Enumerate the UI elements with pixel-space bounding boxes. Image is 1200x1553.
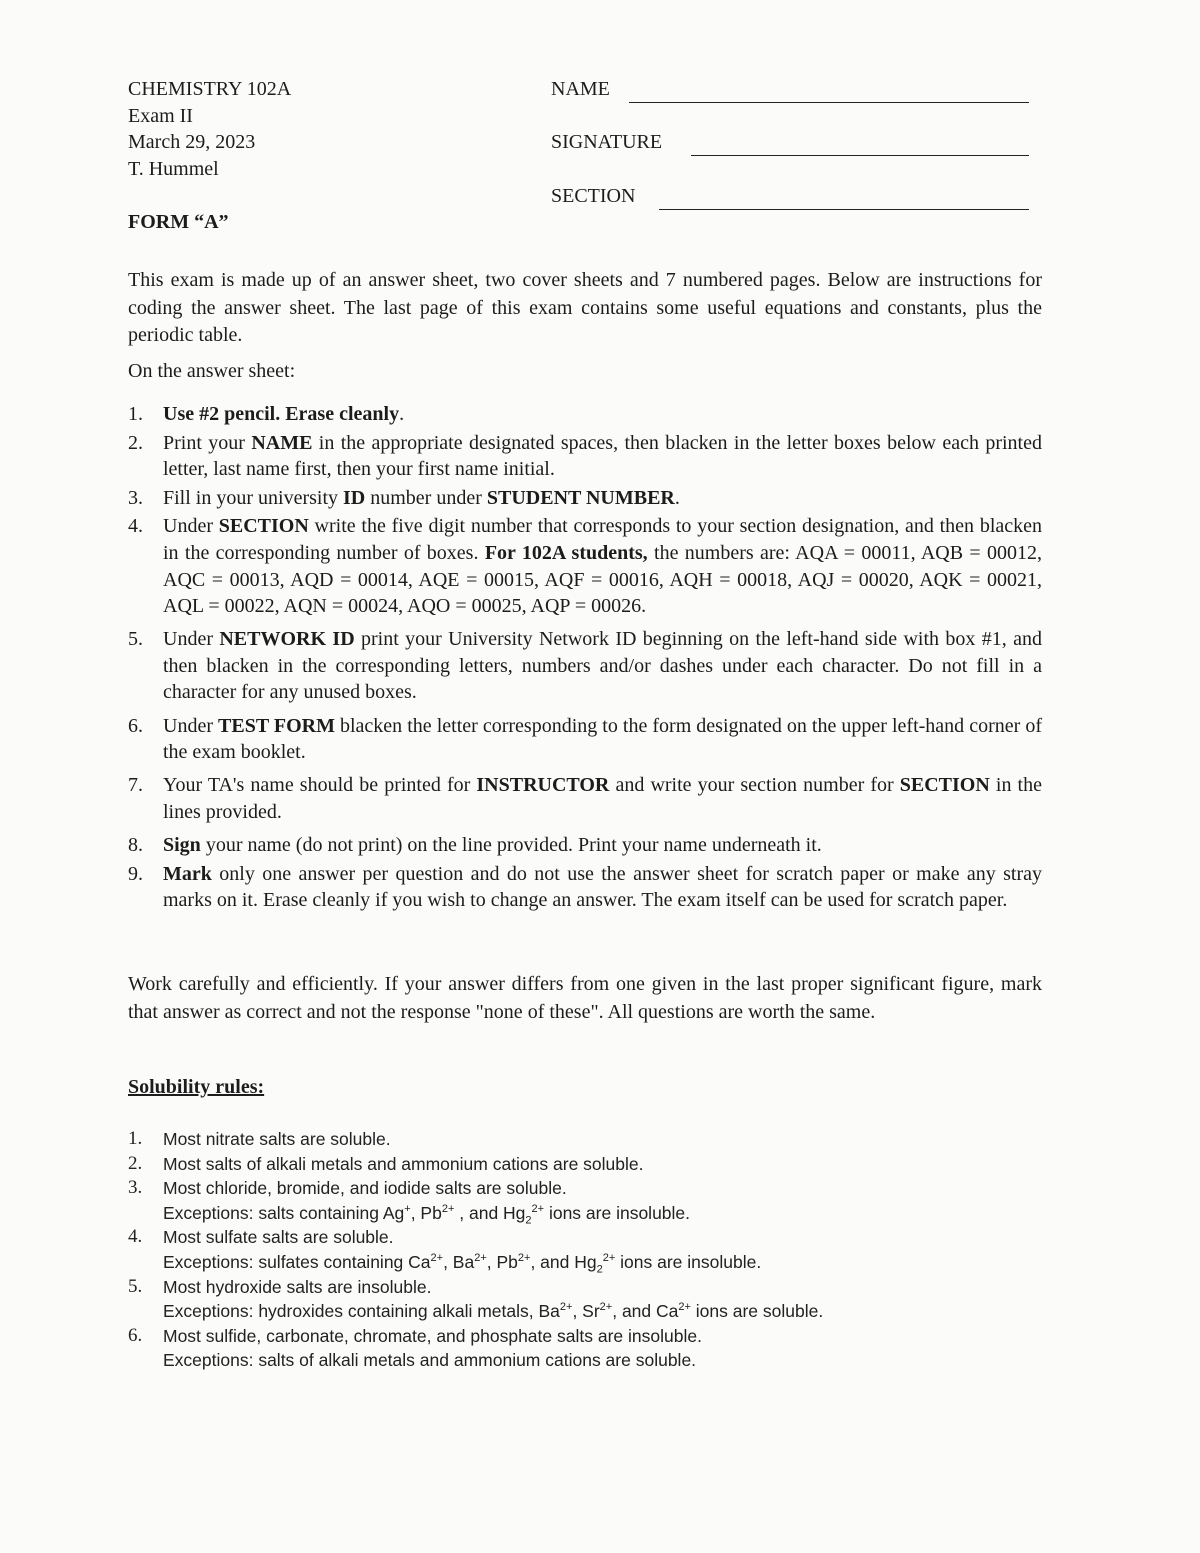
name-label: NAME <box>551 78 610 100</box>
section-field <box>551 185 635 208</box>
signature-field <box>551 131 662 154</box>
answer-sheet-heading: On the answer sheet: <box>128 360 296 382</box>
solubility-rule: 3. Most chloride, bromide, and iodide salts are soluble. Exceptions: salts containing Ag+, $Pb^{2+}$ , and $Hg_2^{2+}$ ions are insoluble. <box>128 1177 691 1227</box>
instruction-item: 6. Under TEST FORM blacken the letter corresponding to the form designated on the upper left-hand corner of the exam booklet. <box>128 714 1043 764</box>
instruction-item: 2. Print your NAME in the appropriate designated spaces, then blacken in the letter boxes below each printed letter, last name first, then your first name initial. <box>128 431 1042 481</box>
instruction-item: 1. Use #2 pencil. Erase cleanly. <box>128 403 405 425</box>
instruction-item: 9. Mark only one answer per question and do not use the answer sheet for scratch paper or make any stray marks on it. Erase cleanly if you wish to change an answer. The exam itself can be used for scratch paper. <box>128 862 1042 912</box>
instruction-item: 8. Sign your name (do not print) on the line provided. Print your name underneath it. <box>128 833 822 856</box>
course-title: CHEMISTRY 102A <box>128 78 292 100</box>
intro-paragraph: This exam is made up of an answer sheet, two cover sheets and 7 numbered pages. Below are instructions for coding the answer sheet. The last page of this exam contains some useful equations and constants, plus the periodic table. <box>128 269 1042 346</box>
exam-date: March 29, 2023 <box>128 131 256 153</box>
solubility-rule: 2. Most salts of alkali metals and ammonium cations are soluble. <box>128 1152 644 1174</box>
exam-number: Exam II <box>128 104 193 127</box>
solubility-heading: Solubility rules: <box>128 1076 265 1098</box>
instruction-item: 3. Fill in your university ID number under STUDENT NUMBER. <box>128 486 680 509</box>
instruction-list <box>128 401 1042 920</box>
instructor-name: T. Hummel <box>128 157 219 180</box>
instruction-item: 4. Under SECTION write the five digit number that corresponds to your section designation, and then blacken in the corresponding number of boxes. For 102A students, the numbers are: AQA = 00011, AQB = 00012, AQC = 00013, AQD = 00014, AQE = 00015, AQF = 00016, AQH = 00018, AQJ = 00020, AQK = 00021, AQL = 00022, AQN = 00024, AQO = 00025, AQP = 00026. <box>128 515 1043 618</box>
signature-label: SIGNATURE <box>551 131 663 153</box>
exam-header <box>128 76 291 182</box>
section-line[interactable] <box>659 209 1029 210</box>
form-label: FORM “A” <box>128 211 229 233</box>
solubility-rule: 6. Most sulfide, carbonate, chromate, and phosphate salts are insoluble. Exceptions: salts of alkali metals and ammonium cations are soluble. <box>128 1324 702 1371</box>
name-line[interactable] <box>629 102 1029 103</box>
exceptions-text: Exceptions: hydroxides containing alkali metals, $Ba^{2+}$, $Sr^{2+}$, and $Ca^{2+}$ ions are soluble. <box>163 1301 824 1322</box>
instruction-item: 7. Your TA's name should be printed for INSTRUCTOR and write your section number for SECTION in the lines provided. <box>128 774 1042 823</box>
instruction-item: 5. Under NETWORK ID print your University Network ID beginning on the left-hand side with box #1, and then blacken in the corresponding letters, numbers and/or dashes under each character. Do not fill in a character for any unused boxes. <box>128 628 1043 704</box>
solubility-rule: 5. Most hydroxide salts are insoluble. Exceptions: hydroxides containing alkali metals, $Ba^{2+}$, $Sr^{2+}$, and $Ca^{2+}$ ions are soluble. <box>128 1275 824 1322</box>
exceptions-text: Exceptions: salts of alkali metals and ammonium cations are soluble. <box>163 1350 697 1371</box>
solubility-rule: 4. Most sulfate salts are soluble. Exceptions: sulfates containing $Ca^{2+}$, $Ba^{2+}$, $Pb^{2+}$, and $Hg_2^{2+}$ ions are insoluble. <box>128 1226 762 1276</box>
exceptions-text: Exceptions: sulfates containing $Ca^{2+}$, $Ba^{2+}$, $Pb^{2+}$, and $Hg_2^{2+}$ ions are insoluble. <box>163 1251 762 1276</box>
name-field <box>551 78 610 101</box>
section-label: SECTION <box>551 185 636 207</box>
closing-paragraph: Work carefully and efficiently. If your answer differs from one given in the last proper significant figure, mark that answer as correct and not the response "none of these". All questions are worth the same. <box>128 973 1042 1023</box>
solubility-rules-list <box>128 1127 1028 1373</box>
signature-line[interactable] <box>691 155 1029 156</box>
exceptions-text: Exceptions: salts containing Ag+, $Pb^{2+}$ , and $Hg_2^{2+}$ ions are insoluble. <box>163 1202 691 1227</box>
solubility-rule: 1. Most nitrate salts are soluble. <box>128 1128 391 1149</box>
